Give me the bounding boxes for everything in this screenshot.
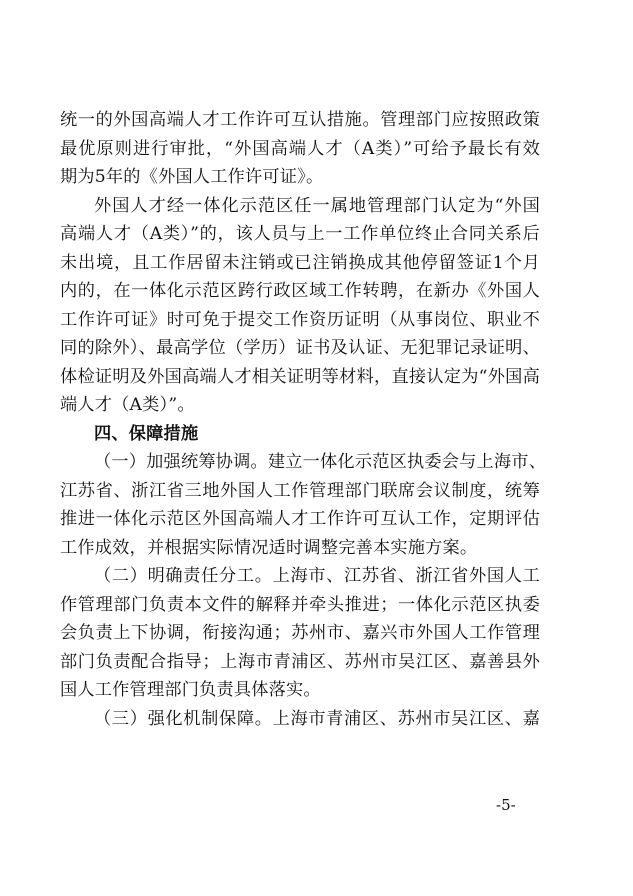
text-line: 同的除外）、最高学位（学历）证书及认证、无犯罪记录证明、	[60, 338, 540, 358]
text-line: 会负责上下协调，衔接沟通；苏州市、嘉兴市外国人工作管理	[60, 623, 540, 643]
section-heading: 四、保障措施	[94, 423, 199, 444]
text-line: （三）强化机制保障。上海市青浦区、苏州市吴江区、嘉	[94, 708, 540, 729]
text-line: 期为5年的《外国人工作许可证》。	[60, 167, 324, 187]
text-line: 部门负责配合指导；上海市青浦区、苏州市吴江区、嘉善县外	[60, 651, 540, 672]
page-number: -5-	[496, 796, 516, 814]
text-line: 端人才（A类）”。	[60, 395, 195, 415]
text-line: 统一的外国高端人才工作许可互认措施。管理部门应按照政策	[60, 110, 540, 130]
text-line: 江苏省、浙江省三地外国人工作管理部门联席会议制度，统筹	[60, 480, 540, 501]
text-line: 高端人才（A类）”的，该人员与上一工作单位终止合同关系后	[60, 224, 540, 244]
text-line: 内的，在一体化示范区跨行政区域工作转聘，在新办《外国人	[60, 281, 540, 301]
text-line: 体检证明及外国高端人才相关证明等材料，直接认定为“外国高	[60, 366, 540, 387]
text-line: （二）明确责任分工。上海市、江苏省、浙江省外国人工	[94, 566, 540, 586]
text-line: 工作成效，并根据实际情况适时调整完善本实施方案。	[60, 537, 478, 558]
text-line: 作管理部门负责本文件的解释并牵头推进；一体化示范区执委	[60, 594, 540, 615]
text-line: （一）加强统筹协调。建立一体化示范区执委会与上海市、	[94, 452, 547, 472]
text-line: 最优原则进行审批，“外国高端人才（A类）”可给予最长有效	[60, 138, 540, 159]
text-line: 未出境，且工作居留未注销或已注销换成其他停留签证1个月	[60, 252, 540, 273]
text-line: 工作许可证》时可免于提交工作资历证明（从事岗位、职业不	[60, 309, 540, 330]
document-body	[60, 106, 547, 733]
text-line: 国人工作管理部门负责具体落实。	[60, 680, 321, 700]
text-line: 推进一体化示范区外国高端人才工作许可互认工作，定期评估	[60, 509, 540, 529]
text-line: 外国人才经一体化示范区任一属地管理部门认定为“外国	[94, 195, 540, 216]
